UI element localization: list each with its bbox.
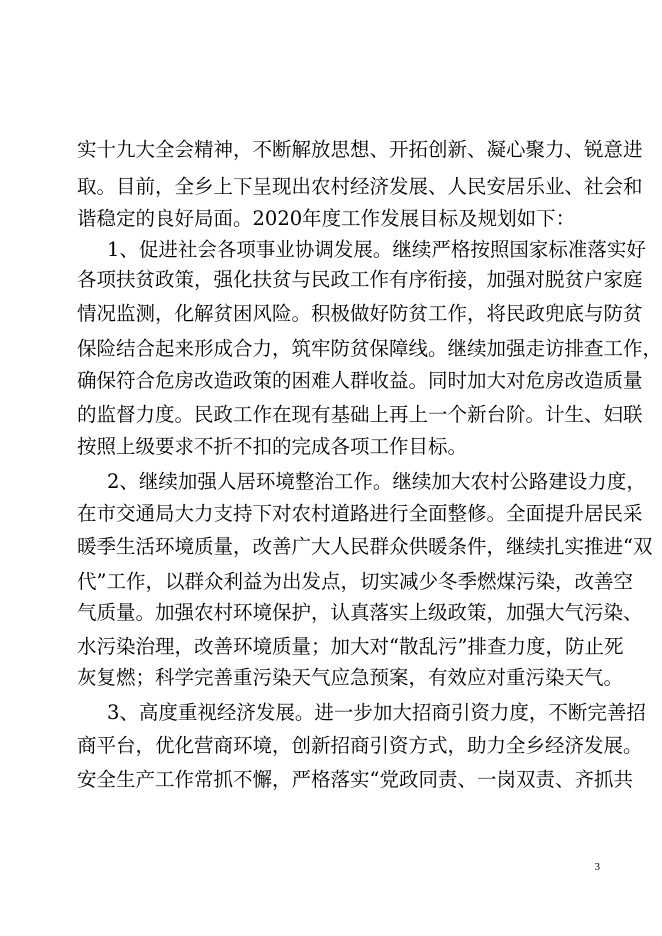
- text-line: 保险结合起来形成合力，筑牢防贫保障线。继续加强走访排查工作，: [77, 337, 662, 360]
- text-line: 确保符合危房改造政策的困难人群收益。同时加大对危房改造质量: [77, 369, 643, 392]
- text-line: 取。目前，全乡上下呈现出农村经济发展、人民安居乐业、社会和: [77, 175, 643, 198]
- text-line: 代”工作，以群众利益为出发点，切实减少冬季燃煤污染，改善空: [77, 570, 633, 593]
- text-line: 按照上级要求不折不扣的完成各项工作目标。: [77, 435, 468, 458]
- text-line: 情况监测，化解贫困风险。积极做好防贫工作，将民政兜底与防贫: [77, 302, 643, 325]
- paragraph-2-first-line: 2、继续加强人居环境整治工作。继续加大农村公路建设力度，: [107, 470, 646, 493]
- text-line: 暖季生活环境质量，改善广大人民群众供暖条件，继续扎实推进“双: [77, 535, 653, 558]
- text-line: 气质量。加强农村环境保护，认真落实上级政策，加强大气污染、: [77, 601, 643, 624]
- text-line: 在市交通局大力支持下对农村道路进行全面整修。全面提升居民采: [77, 502, 643, 525]
- text-line: 谐稳定的良好局面。2020年度工作发展目标及规划如下：: [77, 207, 576, 230]
- text-line: 实十九大全会精神，不断解放思想、开拓创新、凝心聚力、锐意进: [77, 138, 643, 161]
- text-line: 安全生产工作常抓不懈，严格落实“党政同责、一岗双责、齐抓共: [77, 768, 633, 791]
- text-line: 水污染治理，改善环境质量；加大对“散乱污”排查力度，防止死: [77, 635, 624, 658]
- page-number: 3: [594, 861, 600, 873]
- text-line: 各项扶贫政策，强化扶贫与民政工作有序衔接，加强对脱贫户家庭: [77, 268, 643, 291]
- paragraph-1-first-line: 1、促进社会各项事业协调发展。继续严格按照国家标准落实好: [107, 238, 646, 261]
- text-line: 的监督力度。民政工作在现有基础上再上一个新台阶。计生、妇联: [77, 403, 643, 426]
- text-line: 商平台，优化营商环境，创新招商引资方式，助力全乡经济发展。: [77, 734, 643, 757]
- paragraph-3-first-line: 3、高度重视经济发展。进一步加大招商引资力度，不断完善招: [107, 701, 646, 724]
- text-line: 灰复燃；科学完善重污染天气应急预案，有效应对重污染天气。: [77, 666, 624, 689]
